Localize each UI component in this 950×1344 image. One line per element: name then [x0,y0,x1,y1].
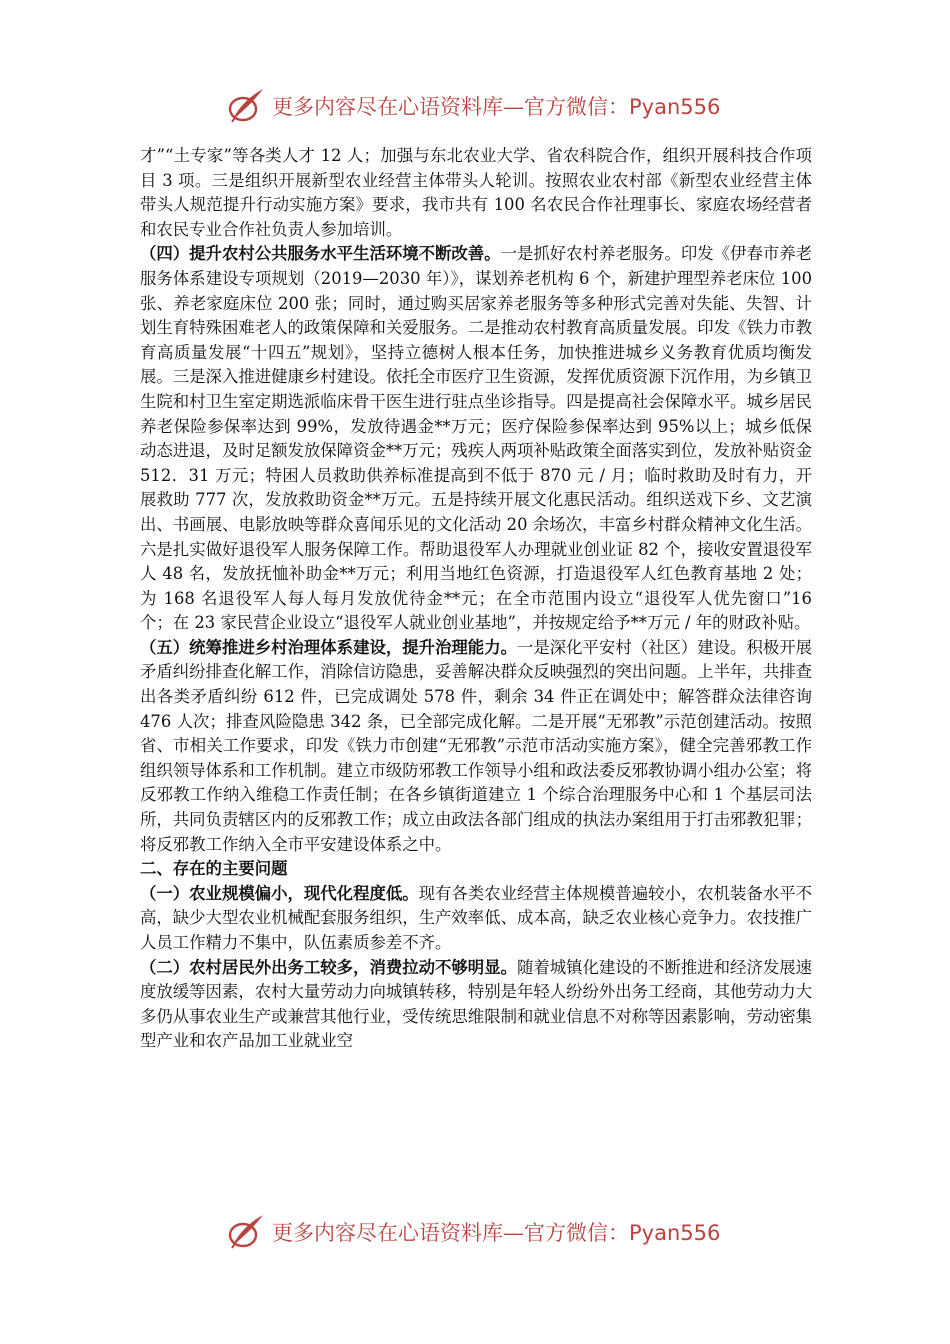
paragraph-heading: （四）提升农村公共服务水平生活环境不断改善。 [140,244,501,264]
wechat-id: Pyan556 [629,1221,721,1245]
paragraph-heading: （一）农业规模偏小，现代化程度低。 [140,883,419,903]
paragraph [140,956,812,1054]
paragraph [140,144,812,242]
watermark-text [272,1217,720,1247]
paragraph-heading: 二、存在的主要问题 [140,859,288,879]
paragraph [140,882,812,956]
watermark-label: 更多内容尽在心语资料库—官方微信： [272,1221,629,1245]
quill-logo-icon [226,86,266,126]
paragraph-text: 一是抓好农村养老服务。印发《伊春市养老服务体系建设专项规划（2019—2030 年）》，谋划养老机构 6 个，新建护理型养老床位 100 张、养老家庭床位 200 张；同时，通过购买居家养老服务等多种形式完善对失能、失智、计划生育特殊困难老人的政策保障和关爱服务。二是推动农村教育高质量发展。印发《铁力市教育高质量发展“十四五”规划》，坚持立德树人根本任务，加快推进城乡义务教育优质均衡发展。三是深入推进健康乡村建设。依托全市医疗卫生资源，发挥优质资源下沉作用，为乡镇卫生院和村卫生室定期选派临床骨干医生进行驻点坐诊指导。四是提高社会保障水平。城乡居民养老保险参保率达到 99%，发放待遇金**万元；医疗保险参保率达到 95%以上；城乡低保动态进退，及时足额发放保障资金**万元；残疾人两项补贴政策全面落实到位，发放补贴资金 512．31 万元；特困人员救助供养标准提高到不低于 870 元 / 月；临时救助及时有力，开展救助 777 次，发放救助资金**万元。五是持续开展文化惠民活动。组织送戏下乡、文艺演出、书画展、电影放映等群众喜闻乐见的文化活动 20 余场次，丰富乡村群众精神文化生活。六是扎实做好退役军人服务保障工作。帮助退役军人办理就业创业证 82 个，接收安置退役军人 48 名，发放抚恤补助金**万元；利用当地红色资源，打造退役军人红色教育基地 2 处；为 168 名退役军人每人每月发放优待金**元；在全市范围内设立“退役军人优先窗口”16 个；在 23 家民营企业设立“退役军人就业创业基地”，并按规定给予**万元 / 年的财政补贴。 [140,244,813,633]
paragraph-text: 才”“土专家”等各类人才 12 人；加强与东北农业大学、省农科院合作，组织开展科技合作项目 3 项。三是组织开展新型农业经营主体带头人轮训。按照农业农村部《新型农业经营主体带头人规范提升行动实施方案》要求，我市共有 100 名农民合作社理事长、家庭农场经营者和农民专业合作社负责人参加培训。 [140,146,812,239]
document-body [140,144,812,1054]
paragraph-text: 随着城镇化建设的不断推进和经济发展速度放缓等因素，农村大量劳动力向城镇转移，特别是年轻人纷纷外出务工经商，其他劳动力大多仍从事农业生产或兼营其他行业，受传统思维限制和就业信息不对称等因素影响，劳动密集型产业和农产品加工业就业空 [140,957,813,1051]
paragraph [140,636,812,857]
paragraph [140,242,812,636]
watermark-label: 更多内容尽在心语资料库—官方微信： [272,95,629,119]
quill-logo-icon [226,1212,266,1252]
watermark-text [272,91,720,121]
header-watermark-banner [226,86,746,126]
footer-watermark-banner [226,1212,746,1252]
paragraph-text: 现有各类农业经营主体规模普遍较小，农机装备水平不高，缺少大型农业机械配套服务组织，生产效率低、成本高，缺乏农业核心竞争力。农技推广人员工作精力不集中，队伍素质参差不齐。 [140,883,813,952]
section-heading [140,857,812,882]
wechat-id: Pyan556 [629,95,721,119]
paragraph-heading: （二）农村居民外出务工较多，消费拉动不够明显。 [140,957,517,977]
paragraph-text: 一是深化平安村（社区）建设。积极开展矛盾纠纷排查化解工作，消除信访隐患，妥善解决群众反映强烈的突出问题。上半年，共排查出各类矛盾纠纷 612 件，已完成调处 578 件，剩余 34 件正在调处中；解答群众法律咨询 476 人次；排查风险隐患 342 条，已全部完成化解。二是开展“无邪教”示范创建活动。按照省、市相关工作要求，印发《铁力市创建“无邪教”示范市活动实施方案》，健全完善邪教工作组织领导体系和工作机制。建立市级防邪教工作领导小组和政法委反邪教协调小组办公室；将反邪教工作纳入维稳工作责任制；在各乡镇街道建立 1 个综合治理服务中心和 1 个基层司法所，共同负责辖区内的反邪教工作；成立由政法各部门组成的执法办案组用于打击邪教犯罪；将反邪教工作纳入全市平安建设体系之中。 [140,637,813,854]
paragraph-heading: （五）统筹推进乡村治理体系建设，提升治理能力。 [140,637,517,657]
